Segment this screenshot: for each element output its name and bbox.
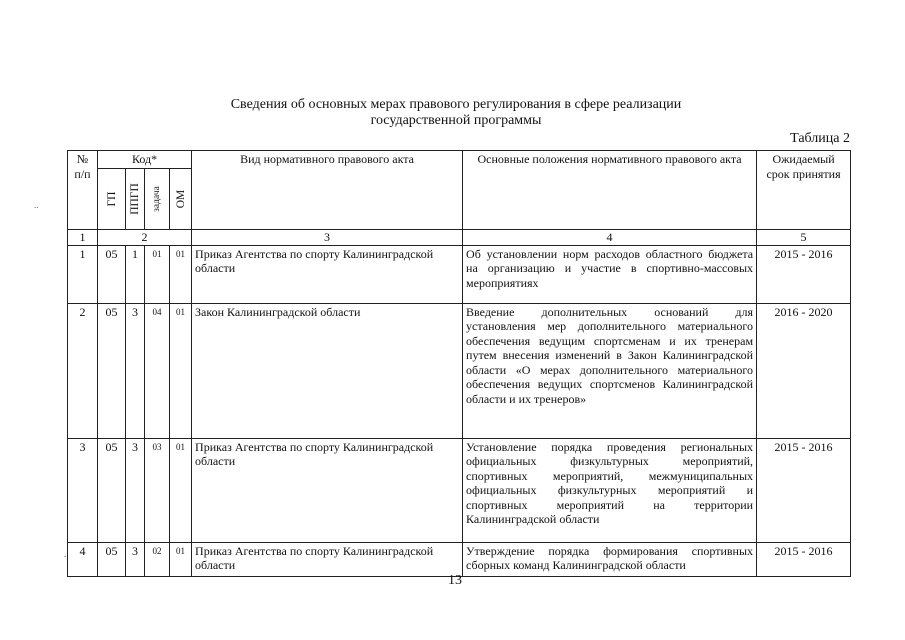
column-number-3: 3 — [192, 229, 463, 245]
row-num: 4 — [68, 542, 98, 576]
header-expected-term: Ожидаемый срок принятия — [757, 151, 851, 230]
row-act-type: Приказ Агентства по спорту Калининградской области — [192, 245, 463, 303]
row-code-ppgp: 1 — [126, 245, 145, 303]
header-code-om — [170, 168, 192, 229]
header-act-type: Вид нормативного правового акта — [192, 151, 463, 230]
row-expected-term: 2015 - 2016 — [757, 438, 851, 542]
page-number: 13 — [448, 573, 462, 588]
row-act-type: Приказ Агентства по спорту Калининградской области — [192, 438, 463, 542]
row-code-ppgp: 3 — [126, 303, 145, 438]
row-code-task: 02 — [145, 542, 170, 576]
header-code-task — [145, 168, 170, 229]
row-code-task: 01 — [145, 245, 170, 303]
row-provisions: Введение дополнительных оснований для установления мер дополнительного материального обеспечения ведущим спортсменам и их тренерам путем внесения изменений в Закон Калининградской области «О мерах дополнительного материального обеспечения ведущих спортсменов Калининградской области и их тренеров» — [463, 303, 757, 438]
row-act-type: Приказ Агентства по спорту Калининградской области — [192, 542, 463, 576]
row-expected-term: 2016 - 2020 — [757, 303, 851, 438]
header-num: № п/п — [68, 151, 98, 230]
row-num: 1 — [68, 245, 98, 303]
header-code-task-label: задача — [151, 185, 162, 212]
table-row — [68, 438, 851, 542]
table-row — [68, 542, 851, 576]
row-code-om: 01 — [170, 303, 192, 438]
row-code-om: 01 — [170, 438, 192, 542]
header-code-ppgp-label: ППГП — [128, 182, 141, 215]
row-expected-term: 2015 - 2016 — [757, 542, 851, 576]
table-row — [68, 303, 851, 438]
header-code: Код* — [98, 151, 192, 169]
row-marker: . — [64, 549, 67, 559]
header-code-gp-label: ГП — [105, 191, 118, 206]
row-code-om: 01 — [170, 542, 192, 576]
table-row — [68, 245, 851, 303]
column-number-5: 5 — [757, 229, 851, 245]
row-code-om: 01 — [170, 245, 192, 303]
row-code-task: 04 — [145, 303, 170, 438]
row-code-ppgp: 3 — [126, 438, 145, 542]
row-num: 2 — [68, 303, 98, 438]
column-number-2: 2 — [98, 229, 192, 245]
header-provisions: Основные положения нормативного правового акта — [463, 151, 757, 230]
row-code-ppgp: 3 — [126, 542, 145, 576]
title-line-2: государственной программы — [370, 113, 542, 128]
row-provisions: Утверждение порядка формирования спортивных сборных команд Калининградской области — [463, 542, 757, 576]
row-provisions: Установление порядка проведения региональных официальных физкультурных мероприятий, спортивных мероприятий, межмуниципальных официальных физкультурных мероприятий и спортивных мероприятий на территории Калининградской области — [463, 438, 757, 542]
header-code-om-label: ОМ — [174, 189, 187, 208]
row-code-gp: 05 — [98, 438, 126, 542]
header-code-gp — [98, 168, 126, 229]
legal-measures-table — [67, 150, 851, 577]
table-label: Таблица 2 — [790, 131, 850, 146]
column-number-4: 4 — [463, 229, 757, 245]
header-code-ppgp — [126, 168, 145, 229]
row-code-gp: 05 — [98, 542, 126, 576]
row-code-gp: 05 — [98, 303, 126, 438]
column-number-1: 1 — [68, 229, 98, 245]
document-title — [150, 97, 762, 129]
row-provisions: Об установлении норм расходов областного бюджета на организацию и участие в спортивно-массовых мероприятиях — [463, 245, 757, 303]
row-num: 3 — [68, 438, 98, 542]
title-line-1: Сведения об основных мерах правового регулирования в сфере реализации — [230, 97, 682, 112]
column-number-row — [68, 229, 851, 245]
row-expected-term: 2015 - 2016 — [757, 245, 851, 303]
header-row — [68, 151, 851, 169]
row-act-type: Закон Калининградской области — [192, 303, 463, 438]
row-code-task: 03 — [145, 438, 170, 542]
row-code-gp: 05 — [98, 245, 126, 303]
margin-mark: .. — [34, 200, 39, 210]
